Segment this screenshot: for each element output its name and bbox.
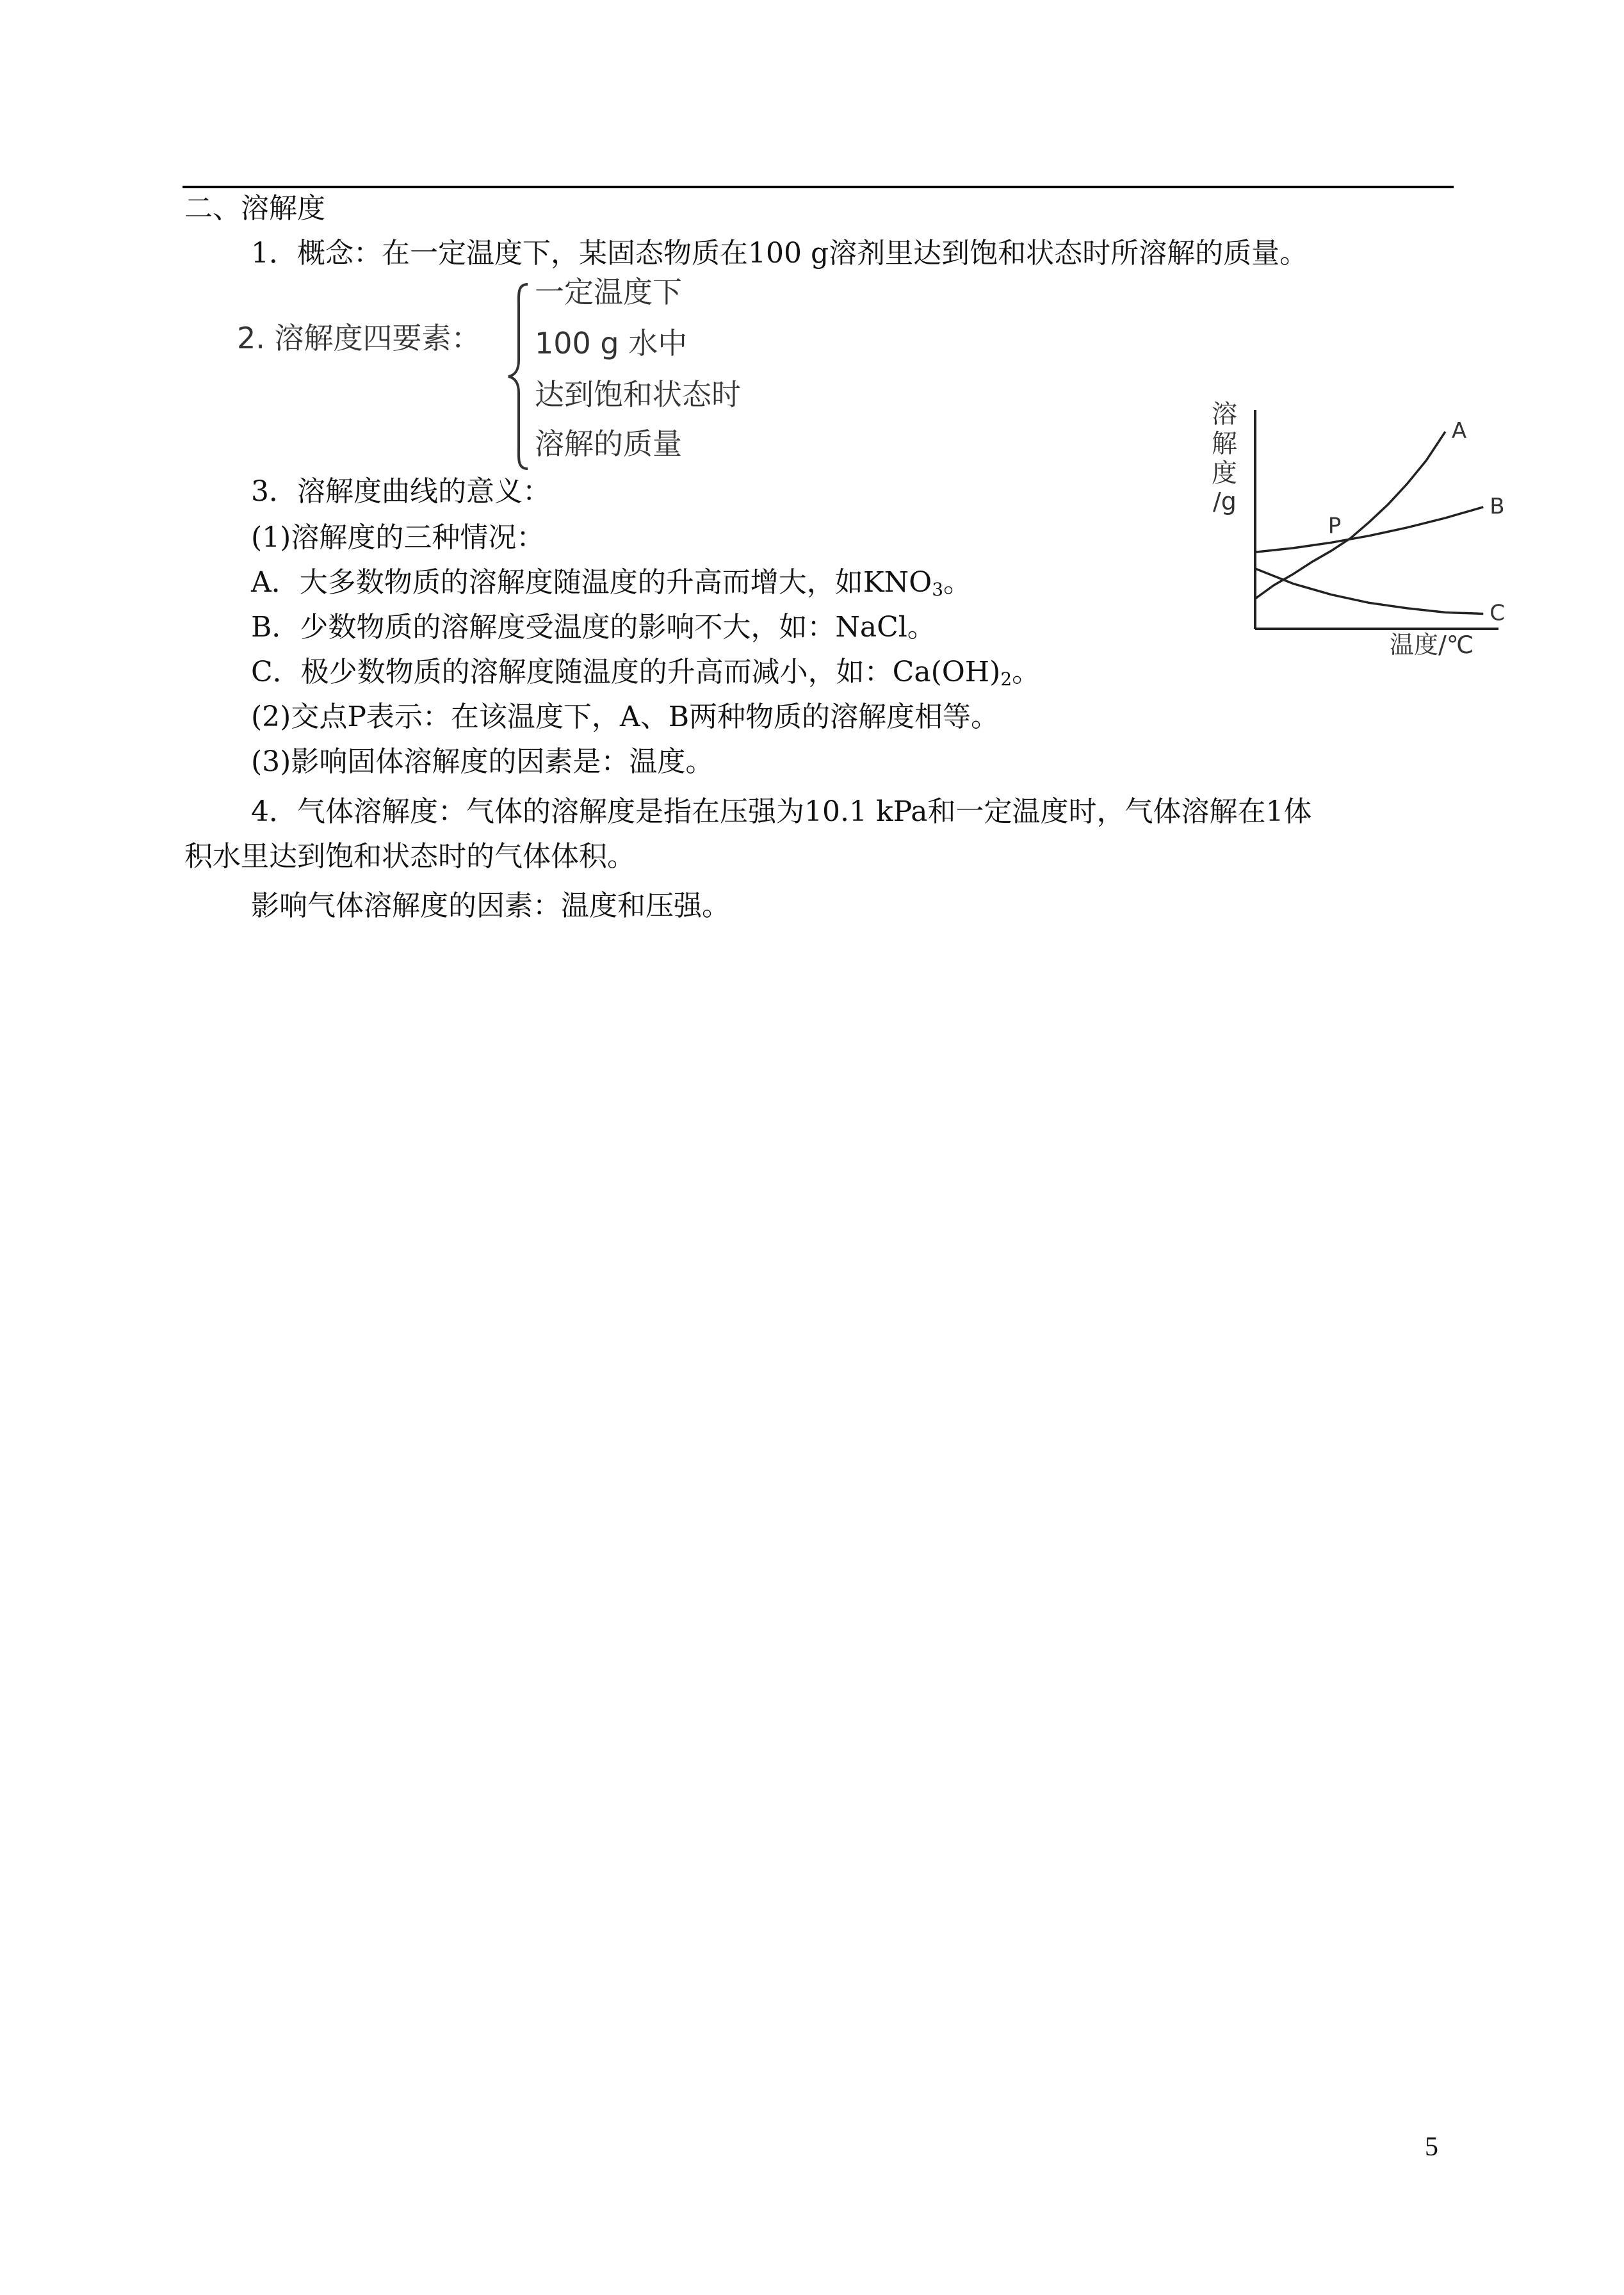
element-item: 达到饱和状态时 <box>535 377 741 412</box>
series-label-b: B <box>1490 493 1505 519</box>
element-item: 100 g 水中 <box>535 326 688 361</box>
x-axis-label: 温度/℃ <box>1390 631 1474 659</box>
solubility-curve-chart <box>1198 397 1518 679</box>
gas-solubility-line1: 4．气体溶解度：气体的溶解度是指在压强为10.1 kPa和一定温度时，气体溶解在1体 <box>251 795 1312 828</box>
concept-text: 1．概念：在一定温度下，某固态物质在100 g溶剂里达到饱和状态时所溶解的质量。 <box>251 237 1308 270</box>
page-number: 5 <box>1425 2132 1438 2162</box>
series-line-b <box>1255 507 1483 553</box>
y-axis-label-char: 度 <box>1212 458 1237 488</box>
brace-icon <box>506 280 532 473</box>
three-cases-heading: (1)溶解度的三种情况： <box>251 521 545 554</box>
case-a-text: A．大多数物质的溶解度随温度的升高而增大，如KNO <box>251 566 932 599</box>
elements-label: 2. 溶解度四要素： <box>237 321 481 355</box>
case-a <box>251 564 971 602</box>
header-rule <box>183 186 1454 188</box>
intersection-meaning: (2)交点P表示：在该温度下，A、B两种物质的溶解度相等。 <box>251 701 1000 733</box>
case-c-subscript: 2 <box>1000 669 1012 690</box>
y-axis-label-char: 解 <box>1212 429 1237 458</box>
y-axis-label-char: 溶 <box>1212 400 1237 429</box>
element-item: 溶解的质量 <box>535 426 682 461</box>
case-c <box>251 653 1040 692</box>
y-axis-label-char: /g <box>1213 487 1237 515</box>
series-line-a <box>1255 432 1445 599</box>
case-c-end: 。 <box>1012 656 1041 688</box>
gas-solubility-line2: 积水里达到饱和状态时的气体体积。 <box>184 840 635 873</box>
case-c-text: C．极少数物质的溶解度随温度的升高而减小，如：Ca(OH) <box>251 656 1001 688</box>
section-title: 二、溶解度 <box>184 192 325 225</box>
element-item: 一定温度下 <box>535 275 682 309</box>
gas-factors: 影响气体溶解度的因素：温度和压强。 <box>251 889 730 922</box>
case-a-subscript: 3 <box>932 579 944 600</box>
case-a-end: 。 <box>943 566 972 599</box>
intersection-label-p: P <box>1328 513 1342 539</box>
solid-factors: (3)影响固体溶解度的因素是：温度。 <box>251 745 714 778</box>
series-label-c: C <box>1490 600 1506 626</box>
series-label-a: A <box>1451 418 1467 444</box>
curve-meaning-heading: 3．溶解度曲线的意义： <box>251 475 551 508</box>
case-b: B．少数物质的溶解度受温度的影响不大，如：NaCl。 <box>251 611 936 644</box>
